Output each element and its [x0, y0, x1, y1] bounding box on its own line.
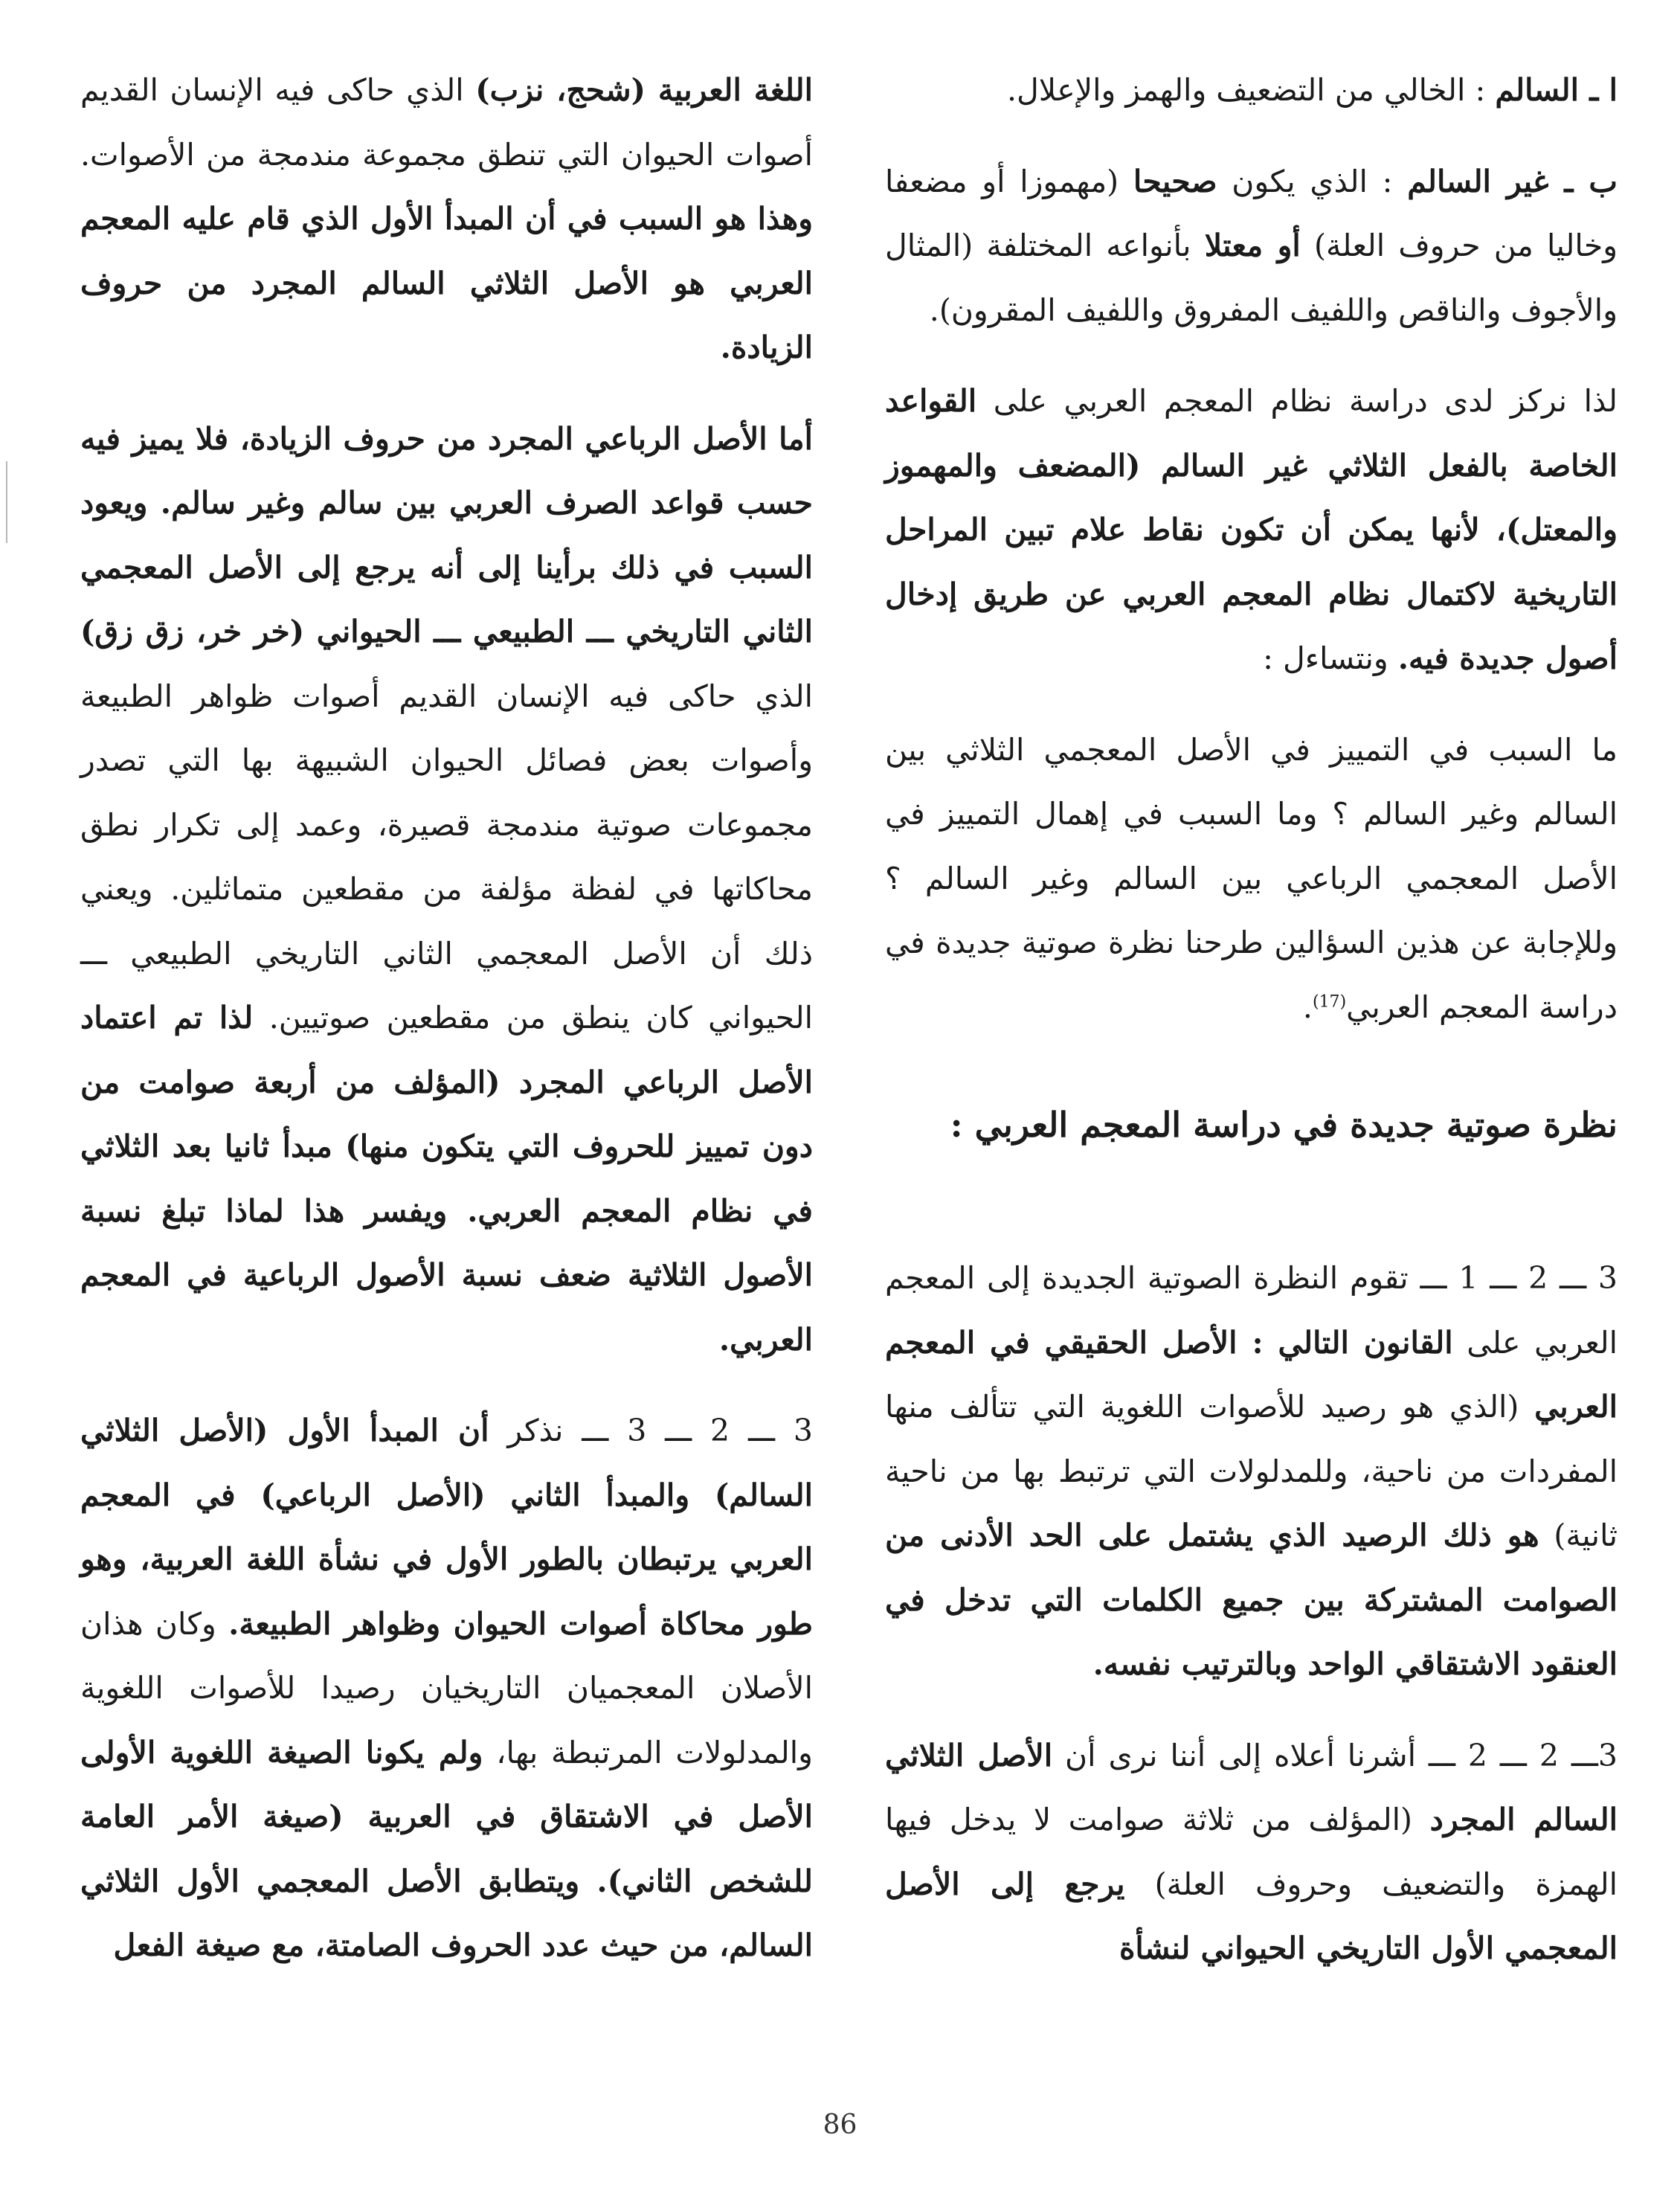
footnote-marker: (17) — [1312, 992, 1347, 1011]
page-number: 86 — [823, 2110, 857, 2140]
paragraph-3-2-1: 3 ـــ 2 ـــ 1 ـــ تقوم النظرة الصوتية الجديدة إلى المعجم العربي على القانون التالي : الأصل الحقيقي في المعجم العربي (الذي هو رصيد للأصوات اللغوية التي تتألف منها المفردات من ناحية، وللمدلولات التي ترتبط بها من ناحية ثانية) هو ذلك الرصيد الذي يشتمل على الحد الأدنى من الصوامت المشتركة بين جميع الكلمات التي تدخل في العنقود الاشتقاقي الواحد وبالترتيب نفسه. — [885, 1260, 1618, 1682]
paragraph-salim: ا ـ السالم : الخالي من التضعيف والهمز والإعلال. — [1006, 72, 1618, 108]
paragraph-continuation: اللغة العربية (شحج، نزب) الذي حاكى فيه الإنسان القديم أصوات الحيوان التي تنطق مجموعة مندمجة من الأصوات. وهذا هو السبب في أن المبدأ الأول الذي قام عليه المعجم العربي هو الأصل الثلاثي السالم المجرد من حروف الزيادة. — [80, 72, 813, 365]
scan-margin-mark — [6, 461, 7, 543]
paragraph-ghayr-salim: ب ـ غير السالم : الذي يكون صحيحا (مهموزا أو مضعفا وخاليا من حروف العلة) أو معتلا بأنواعه المختلفة (المثال والأجوف والناقص واللفيف المفروق واللفيف المقرون). — [885, 163, 1618, 328]
paragraph-focus: لذا نركز لدى دراسة نظام المعجم العربي على القواعد الخاصة بالفعل الثلاثي غير السالم (المضعف والمهموز والمعتل)، لأنها يمكن أن تكون نقاط علام تبين المراحل التاريخية لاكتمال نظام المعجم العربي عن طريق إدخال أصول جديدة فيه. ونتساءل : — [885, 383, 1618, 676]
paragraph-questions: ما السبب في التمييز في الأصل المعجمي الثلاثي بين السالم وغير السالم ؟ وما السبب في إهمال التمييز في الأصل المعجمي الرباعي بين السالم وغير السالم ؟ وللإجابة عن هذين السؤالين طرحنا نظرة صوتية جديدة في دراسة المعجم العربي$^{(17)}$. — [885, 731, 1618, 1025]
left-column — [80, 58, 813, 2005]
paragraph-3-2-2: 3ـــ 2 ـــ 2 ـــ أشرنا أعلاه إلى أننا نرى أن الأصل الثلاثي السالم المجرد (المؤلف من ثلاثة صوامت لا يدخل فيها الهمزة والتضعيف وحروف العلة) يرجع إلى الأصل المعجمي الأول التاريخي الحيواني لنشأة — [885, 1737, 1618, 1966]
right-column — [885, 58, 1618, 2008]
paragraph-rubai: أما الأصل الرباعي المجرد من حروف الزيادة، فلا يميز فيه حسب قواعد الصرف العربي بين سالم وغير سالم. ويعود السبب في ذلك برأينا إلى أنه يرجع إلى الأصل المعجمي الثاني التاريخي ـــ الطبيعي ـــ الحيواني (خر خر، زق زق) الذي حاكى فيه الإنسان القديم أصوات ظواهر الطبيعة وأصوات بعض فصائل الحيوان الشبيهة بها التي تصدر مجموعات صوتية مندمجة قصيرة، وعمد إلى تكرار نطق محاكاتها في لفظة مؤلفة من مقطعين متماثلين. ويعني ذلك أن الأصل المعجمي الثاني التاريخي الطبيعي ـــ الحيواني كان ينطق من مقطعين صوتيين. لذا تم اعتماد الأصل الرباعي المجرد (المؤلف من أربعة صوامت من دون تمييز للحروف التي يتكون منها) مبدأ ثانيا بعد الثلاثي في نظام المعجم العربي. ويفسر هذا لماذا تبلغ نسبة الأصول الثلاثية ضعف نسبة الأصول الرباعية في المعجم العربي. — [80, 420, 813, 1358]
section-heading: نظرة صوتية جديدة في دراسة المعجم العربي : — [950, 1105, 1618, 1145]
paragraph-3-2-3: 3 ـــ 2 ـــ 3 ـــ نذكر أن المبدأ الأول (الأصل الثلاثي السالم) والمبدأ الثاني (الأصل الرباعي) في المعجم العربي يرتبطان بالطور الأول في نشأة اللغة العربية، وهو طور محاكاة أصوات الحيوان وظواهر الطبيعة. وكان هذان الأصلان المعجميان التاريخيان رصيدا للأصوات اللغوية والمدلولات المرتبطة بها، ولم يكونا الصيغة اللغوية الأولى الأصل في الاشتقاق في العربية (صيغة الأمر العامة للشخص الثاني). ويتطابق الأصل المعجمي الأول الثلاثي السالم، من حيث عدد الحروف الصامتة، مع صيغة الفعل — [80, 1413, 813, 1963]
